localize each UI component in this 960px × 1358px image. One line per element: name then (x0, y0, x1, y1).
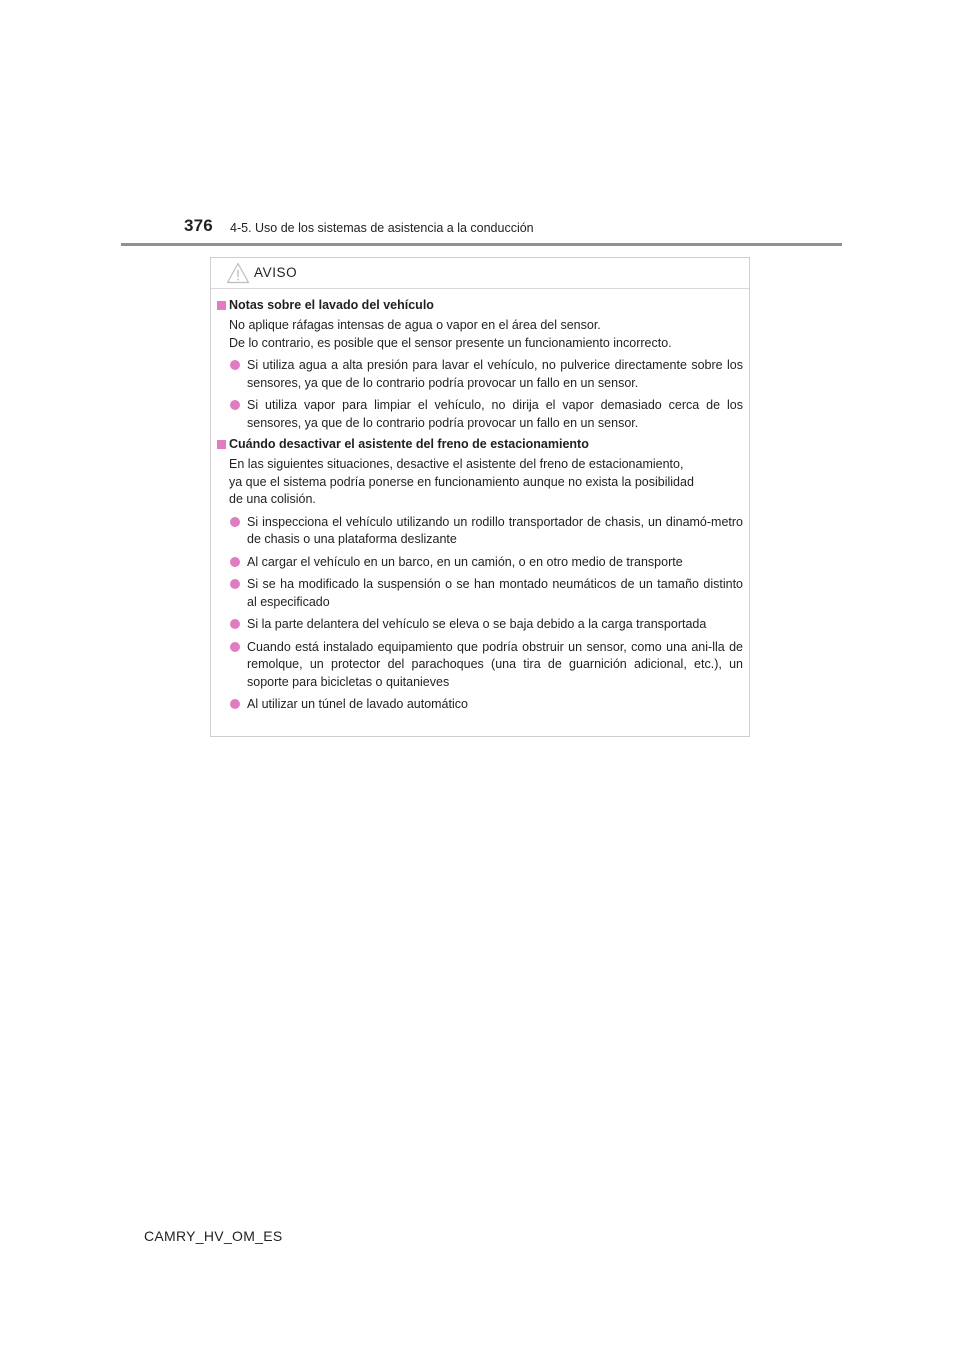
warning-body (216, 297, 743, 714)
page-number: 376 (184, 216, 213, 235)
intro-line: En las siguientes situaciones, desactive el asistente del freno de estacionamiento, (229, 457, 684, 471)
warning-title: AVISO (254, 265, 298, 280)
circle-bullet-icon (230, 619, 240, 629)
section-washing (216, 297, 743, 432)
list-item-text: Si inspecciona el vehículo utilizando un rodillo transportador de chasis, un dinamó-metro de chasis o una plataforma deslizante (247, 514, 743, 546)
intro-line: de una colisión. (229, 492, 316, 506)
list-item (216, 554, 743, 572)
section-intro (216, 456, 743, 509)
list-item (216, 696, 743, 714)
header-divider (121, 243, 842, 246)
warning-triangle-icon (226, 262, 250, 284)
list-item (216, 616, 743, 634)
document-id: CAMRY_HV_OM_ES (144, 1228, 283, 1244)
section-heading (216, 297, 743, 315)
circle-bullet-icon (230, 517, 240, 527)
list-item-text: Al cargar el vehículo en un barco, en un camión, o en otro medio de transporte (247, 554, 683, 569)
warning-box (210, 257, 750, 737)
list-item (216, 576, 743, 611)
list-item (216, 639, 743, 692)
list-item (216, 357, 743, 392)
list-item-text: Si utiliza agua a alta presión para lavar el vehículo, no pulverice directamente sobre los sensores, ya que de lo contrario podría provocar un fallo en un sensor. (247, 358, 743, 390)
list-item-text: Cuando está instalado equipamiento que podría obstruir un sensor, como una ani-lla de remolque, un protector del parachoques (una tira de guarnición adicional, etc.), un soporte para bicicletas o quitanieves (247, 639, 743, 689)
section-heading-text: Cuándo desactivar el asistente del freno de estacionamiento (229, 437, 589, 451)
circle-bullet-icon (230, 642, 240, 652)
square-bullet-icon (217, 440, 226, 449)
section-heading-text: Notas sobre el lavado del vehículo (229, 298, 434, 312)
square-bullet-icon (217, 301, 226, 310)
list-item-text: Si la parte delantera del vehículo se eleva o se baja debido a la carga transportada (247, 617, 707, 631)
intro-line: De lo contrario, es posible que el sensor presente un funcionamiento incorrecto. (229, 335, 672, 350)
section-intro (216, 317, 743, 352)
list-item-text: Si se ha modificado la suspensión o se han montado neumáticos de un tamaño distinto al especificado (247, 577, 743, 609)
list-item-text: Si utiliza vapor para limpiar el vehículo, no dirija el vapor demasiado cerca de los sensores, ya que de lo contrario podría provocar un fallo en un sensor. (247, 398, 743, 430)
page-header (184, 216, 804, 240)
circle-bullet-icon (230, 400, 240, 410)
list-item-text: Al utilizar un túnel de lavado automático (247, 697, 468, 711)
section-title: 4-5. Uso de los sistemas de asistencia a la conducción (230, 221, 534, 235)
circle-bullet-icon (230, 579, 240, 589)
list-item (216, 514, 743, 549)
section-deactivate (216, 436, 743, 714)
circle-bullet-icon (230, 360, 240, 370)
section-heading (216, 436, 743, 454)
circle-bullet-icon (230, 557, 240, 567)
list-item (216, 397, 743, 432)
circle-bullet-icon (230, 699, 240, 709)
intro-line: No aplique ráfagas intensas de agua o vapor en el área del sensor. (229, 318, 601, 332)
intro-line: ya que el sistema podría ponerse en funcionamiento aunque no exista la posibilidad (229, 474, 694, 489)
warning-header (211, 258, 749, 289)
